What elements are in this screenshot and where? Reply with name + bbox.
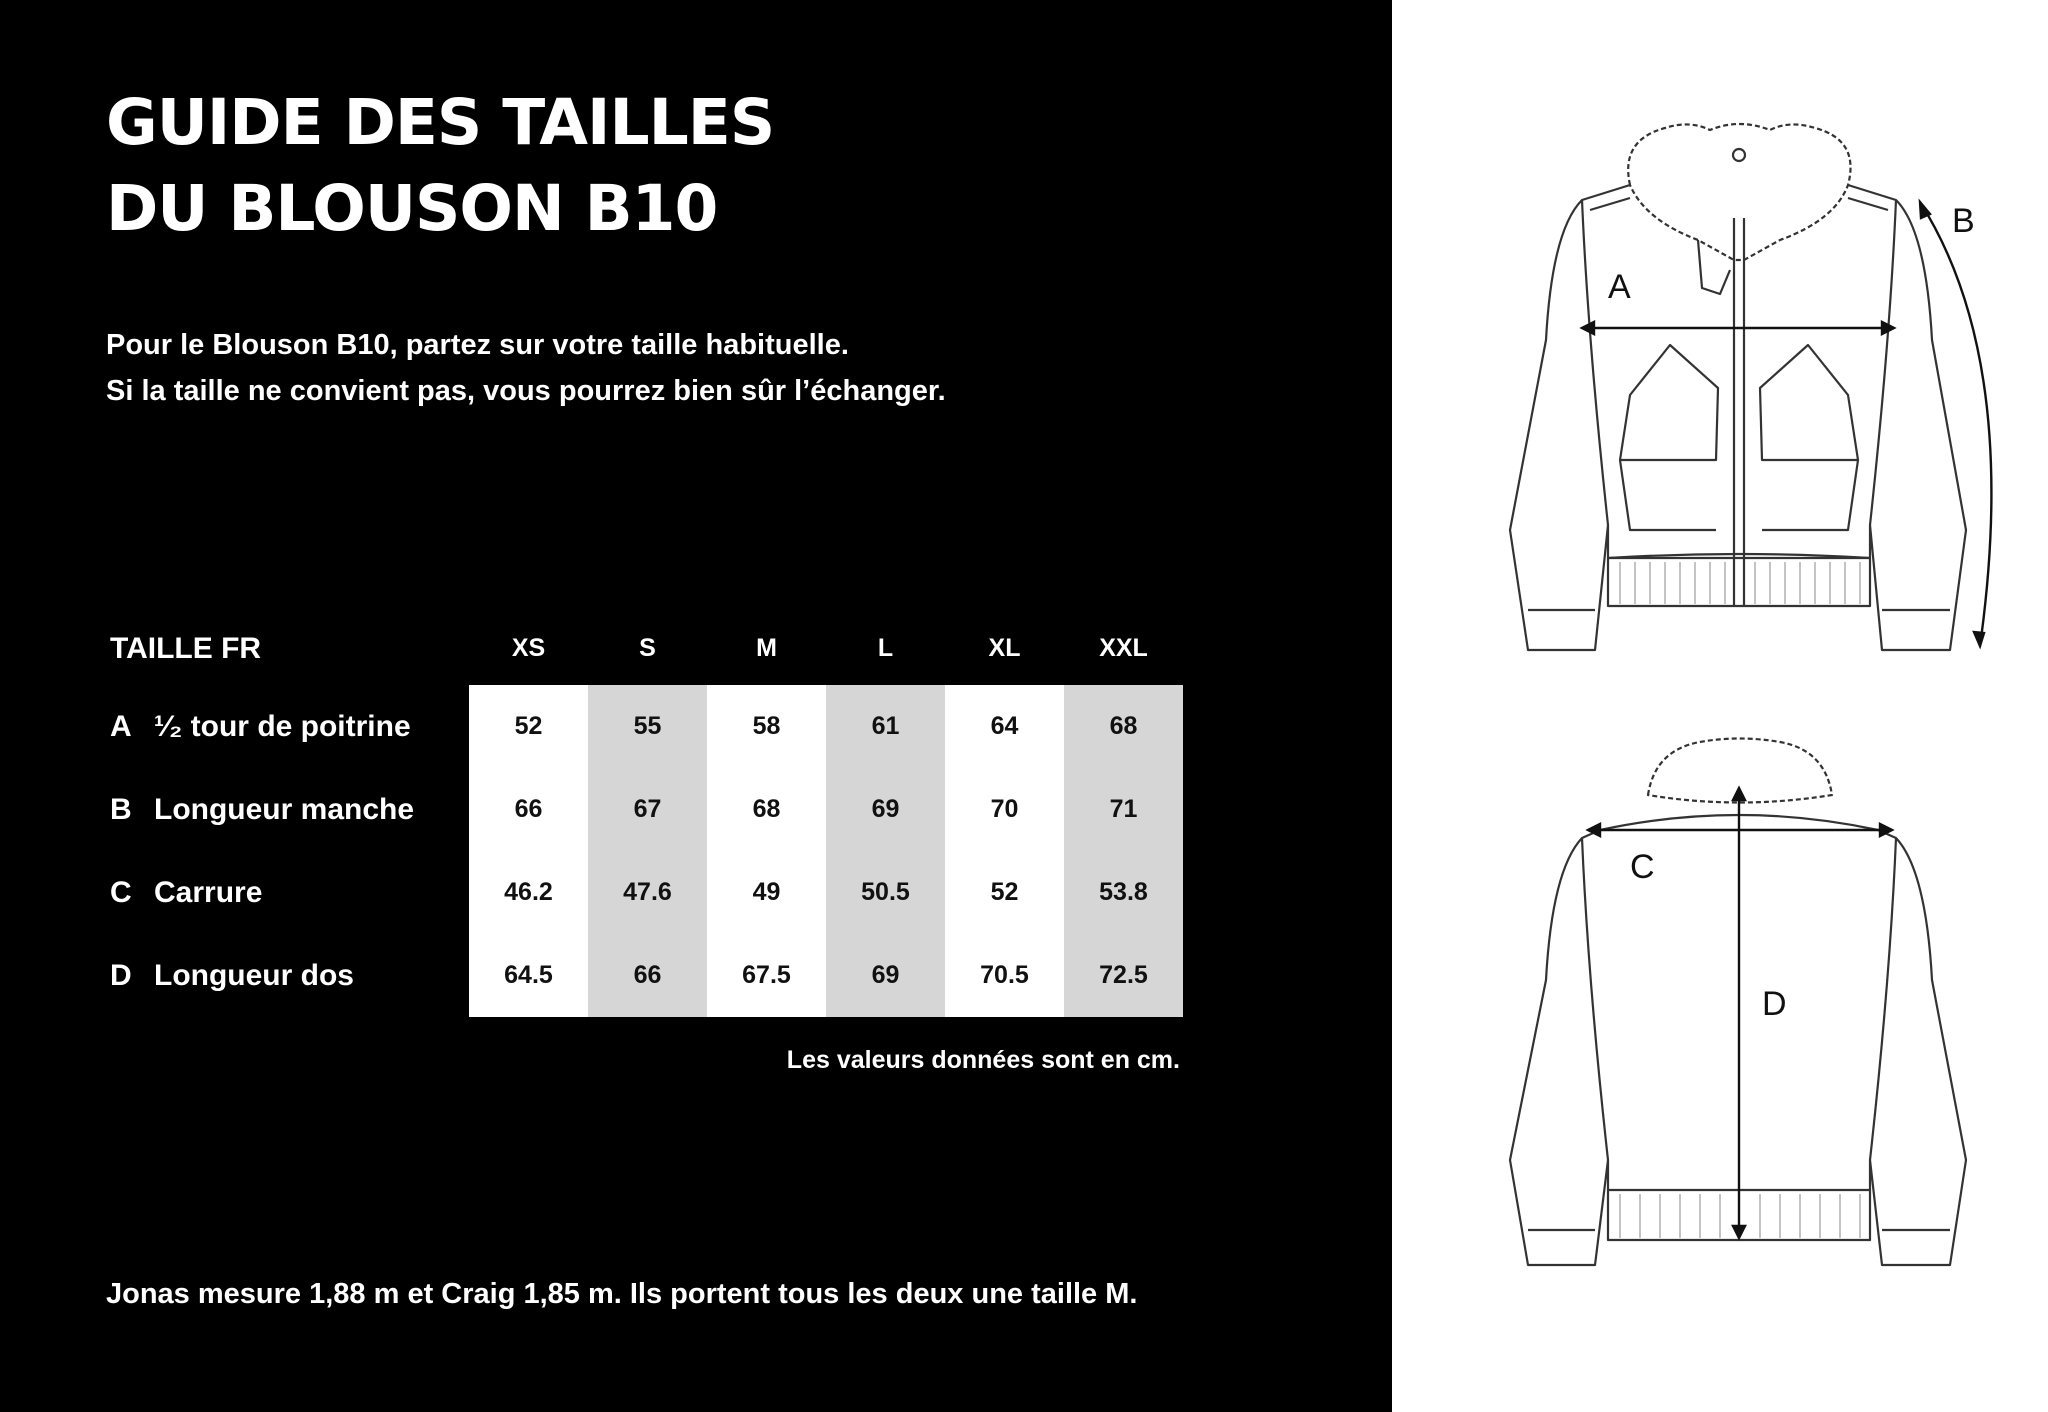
back-length-measure-line: [1733, 788, 1745, 1238]
title-line-2: DU BLOUSON B10: [106, 172, 718, 245]
table-row: [106, 851, 1183, 934]
jacket-back-diagram: [1480, 730, 2000, 1270]
row-label-shoulders: [106, 851, 469, 934]
size-header-s: S: [639, 634, 656, 662]
table-cell: 66: [588, 934, 707, 1017]
title-line-1: GUIDE DES TAILLES: [106, 86, 775, 159]
table-cell: 58: [707, 685, 826, 768]
row-label: Carrure: [154, 875, 263, 909]
dimension-label-d: D: [1762, 985, 1787, 1023]
size-header-xs: XS: [511, 634, 546, 662]
table-cell: 67: [588, 768, 707, 851]
table-cell: 68: [1064, 685, 1183, 768]
table-cell: 68: [707, 768, 826, 851]
row-letter: B: [110, 792, 132, 826]
table-cell: 64: [945, 685, 1064, 768]
table-cell: 70: [945, 768, 1064, 851]
intro-line-2: Si la taille ne convient pas, vous pourrez bien sûr l’échanger.: [106, 375, 946, 407]
intro-text: [106, 322, 946, 414]
table-row: [106, 768, 1183, 851]
table-cell: 61: [826, 685, 945, 768]
table-cell: 47.6: [588, 851, 707, 934]
table-cell: 49: [707, 851, 826, 934]
unit-note: Les valeurs données sont en cm.: [786, 1046, 1180, 1074]
size-header-xxl: XXL: [1099, 634, 1148, 662]
size-header-l: L: [877, 634, 894, 662]
page-title: [106, 80, 774, 252]
table-cell: 72.5: [1064, 934, 1183, 1017]
sleeve-measure-line: [1920, 202, 1991, 646]
table-cell: 69: [826, 768, 945, 851]
table-row: [106, 934, 1183, 1017]
models-note: Jonas mesure 1,88 m et Craig 1,85 m. Ils portent tous les deux une taille M.: [106, 1278, 1138, 1310]
row-label: Longueur dos: [154, 958, 354, 992]
dimension-label-b: B: [1952, 202, 1975, 240]
size-header-m: M: [756, 634, 777, 662]
table-cell: 64.5: [469, 934, 588, 1017]
size-system-label: TAILLE FR: [110, 631, 262, 665]
table-cell: 53.8: [1064, 851, 1183, 934]
jacket-front-diagram: [1480, 110, 2000, 670]
table-cell: 69: [826, 934, 945, 1017]
row-letter: A: [110, 709, 132, 743]
size-table: [106, 612, 1183, 1017]
dimension-label-c: C: [1630, 848, 1655, 886]
row-label: Longueur manche: [154, 792, 415, 826]
table-cell: 55: [588, 685, 707, 768]
row-label-chest: [106, 685, 469, 768]
row-letter: D: [110, 958, 132, 992]
size-header-xl: XL: [988, 634, 1021, 662]
row-label-back-length: [106, 934, 469, 1017]
table-cell: 46.2: [469, 851, 588, 934]
table-cell: 71: [1064, 768, 1183, 851]
table-row: [106, 685, 1183, 768]
size-header-row: [106, 612, 1183, 685]
intro-line-1: Pour le Blouson B10, partez sur votre taille habituelle.: [106, 329, 849, 361]
table-cell: 52: [469, 685, 588, 768]
table-cell: 50.5: [826, 851, 945, 934]
row-letter: C: [110, 875, 132, 909]
table-cell: 52: [945, 851, 1064, 934]
row-label-sleeve: [106, 768, 469, 851]
table-cell: 70.5: [945, 934, 1064, 1017]
row-label: ¹⁄₂ tour de poitrine: [154, 709, 411, 743]
table-cell: 67.5: [707, 934, 826, 1017]
table-cell: 66: [469, 768, 588, 851]
chest-measure-line: [1582, 322, 1894, 334]
dimension-label-a: A: [1608, 268, 1631, 306]
